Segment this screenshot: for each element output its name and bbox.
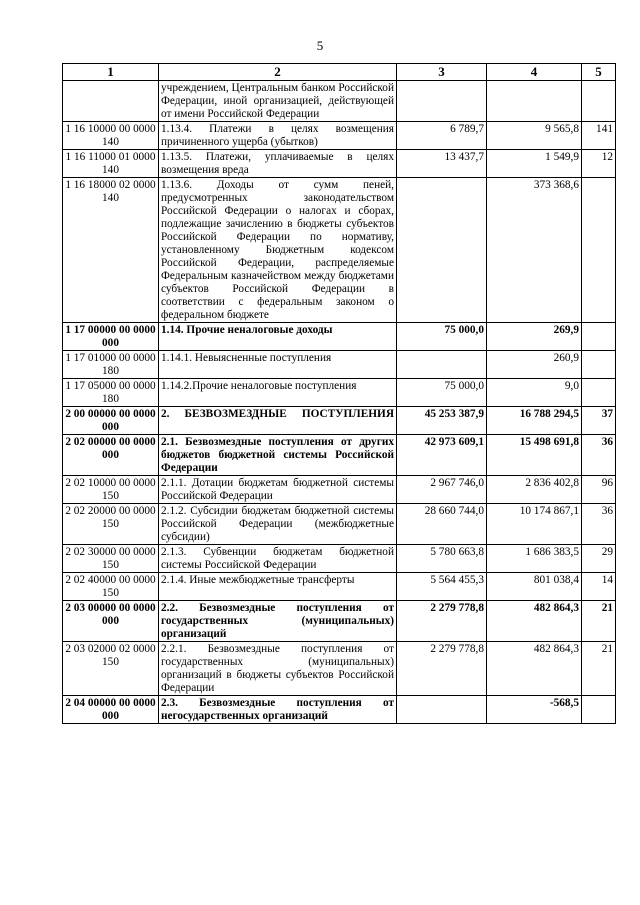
description-cell: 2.1.4. Иные межбюджетные трансферты <box>159 573 397 601</box>
description-cell: 2.1. Безвозмездные поступления от других бюджетов бюджетной системы Российской Федерации <box>159 435 397 476</box>
value-col-3-cell: 2 279 778,8 <box>397 601 487 642</box>
header-col-1: 1 <box>63 64 159 81</box>
percent-col-5-cell <box>582 696 616 724</box>
value-col-3-cell: 75 000,0 <box>397 379 487 407</box>
code-cell <box>63 81 159 122</box>
description-cell: 2.1.3. Субвенции бюджетам бюджетной системы Российской Федерации <box>159 545 397 573</box>
value-col-3-cell: 42 973 609,1 <box>397 435 487 476</box>
description-cell: 2.1.1. Дотации бюджетам бюджетной системы Российской Федерации <box>159 476 397 504</box>
value-col-4-cell: 1 686 383,5 <box>487 545 582 573</box>
description-cell: 2.2. Безвозмездные поступления от государственных (муниципальных) организаций <box>159 601 397 642</box>
code-cell: 1 17 01000 00 0000 180 <box>63 351 159 379</box>
percent-col-5-cell <box>582 178 616 323</box>
header-col-4: 4 <box>487 64 582 81</box>
percent-col-5-cell: 29 <box>582 545 616 573</box>
description-cell: 2.3. Безвозмездные поступления от негосударственных организаций <box>159 696 397 724</box>
description-cell: 1.13.5. Платежи, уплачиваемые в целях возмещения вреда <box>159 150 397 178</box>
header-col-2: 2 <box>159 64 397 81</box>
value-col-3-cell: 75 000,0 <box>397 323 487 351</box>
description-cell: 1.13.6. Доходы от сумм пеней, предусмотренных законодательством Российской Федерации о налогах и сборах, подлежащие зачислению в бюджеты субъектов Российской Федерации по нормативу, установленному Бюджетным кодексом Российской Федерации, распределяемые Федеральным казначейством между бюджетами субъектов Российской Федерации в соответствии с федеральным законом о федеральном бюджете <box>159 178 397 323</box>
header-row <box>63 64 616 81</box>
table-header <box>63 64 616 81</box>
code-cell: 2 02 10000 00 0000 150 <box>63 476 159 504</box>
code-cell: 1 16 18000 02 0000 140 <box>63 178 159 323</box>
description-cell: 2. БЕЗВОЗМЕЗДНЫЕ ПОСТУПЛЕНИЯ <box>159 407 397 435</box>
table-row <box>63 573 616 601</box>
value-col-4-cell: 269,9 <box>487 323 582 351</box>
value-col-3-cell: 45 253 387,9 <box>397 407 487 435</box>
budget-table <box>62 63 616 724</box>
value-col-3-cell: 2 279 778,8 <box>397 642 487 696</box>
table-row <box>63 407 616 435</box>
table-row <box>63 379 616 407</box>
value-col-3-cell <box>397 81 487 122</box>
value-col-3-cell: 6 789,7 <box>397 122 487 150</box>
value-col-4-cell: 16 788 294,5 <box>487 407 582 435</box>
value-col-4-cell: 260,9 <box>487 351 582 379</box>
percent-col-5-cell: 21 <box>582 642 616 696</box>
percent-col-5-cell <box>582 81 616 122</box>
header-col-5: 5 <box>582 64 616 81</box>
code-cell: 1 17 05000 00 0000 180 <box>63 379 159 407</box>
description-cell: 2.2.1. Безвозмездные поступления от государственных (муниципальных) организаций в бюджеты субъектов Российской Федерации <box>159 642 397 696</box>
percent-col-5-cell: 12 <box>582 150 616 178</box>
value-col-4-cell: 482 864,3 <box>487 642 582 696</box>
value-col-3-cell: 28 660 744,0 <box>397 504 487 545</box>
code-cell: 1 17 00000 00 0000 000 <box>63 323 159 351</box>
description-cell: 1.13.4. Платежи в целях возмещения причиненного ущерба (убытков) <box>159 122 397 150</box>
percent-col-5-cell: 21 <box>582 601 616 642</box>
value-col-3-cell <box>397 696 487 724</box>
value-col-3-cell: 5 564 455,3 <box>397 573 487 601</box>
table-row <box>63 435 616 476</box>
description-cell: 1.14.1. Невыясненные поступления <box>159 351 397 379</box>
value-col-4-cell: 1 549,9 <box>487 150 582 178</box>
percent-col-5-cell <box>582 323 616 351</box>
code-cell: 2 04 00000 00 0000 000 <box>63 696 159 724</box>
percent-col-5-cell: 14 <box>582 573 616 601</box>
value-col-3-cell <box>397 178 487 323</box>
code-cell: 2 00 00000 00 0000 000 <box>63 407 159 435</box>
code-cell: 1 16 10000 00 0000 140 <box>63 122 159 150</box>
table-row <box>63 601 616 642</box>
value-col-4-cell: -568,5 <box>487 696 582 724</box>
table-row <box>63 122 616 150</box>
value-col-4-cell: 9 565,8 <box>487 122 582 150</box>
code-cell: 2 02 00000 00 0000 000 <box>63 435 159 476</box>
value-col-3-cell: 2 967 746,0 <box>397 476 487 504</box>
code-cell: 2 03 00000 00 0000 000 <box>63 601 159 642</box>
header-col-3: 3 <box>397 64 487 81</box>
page-number: 5 <box>316 38 324 53</box>
percent-col-5-cell: 141 <box>582 122 616 150</box>
percent-col-5-cell: 96 <box>582 476 616 504</box>
value-col-4-cell: 9,0 <box>487 379 582 407</box>
table-row <box>63 696 616 724</box>
table-row <box>63 351 616 379</box>
value-col-4-cell: 2 836 402,8 <box>487 476 582 504</box>
table-row <box>63 150 616 178</box>
value-col-4-cell: 10 174 867,1 <box>487 504 582 545</box>
description-cell: 1.14.2.Прочие неналоговые поступления <box>159 379 397 407</box>
code-cell: 2 02 30000 00 0000 150 <box>63 545 159 573</box>
value-col-4-cell <box>487 81 582 122</box>
value-col-3-cell: 13 437,7 <box>397 150 487 178</box>
value-col-4-cell: 482 864,3 <box>487 601 582 642</box>
table-row <box>63 504 616 545</box>
value-col-4-cell: 15 498 691,8 <box>487 435 582 476</box>
table-row <box>63 178 616 323</box>
value-col-3-cell: 5 780 663,8 <box>397 545 487 573</box>
value-col-4-cell: 801 038,4 <box>487 573 582 601</box>
percent-col-5-cell <box>582 379 616 407</box>
table-row <box>63 476 616 504</box>
percent-col-5-cell <box>582 351 616 379</box>
description-cell: 1.14. Прочие неналоговые доходы <box>159 323 397 351</box>
code-cell: 2 02 40000 00 0000 150 <box>63 573 159 601</box>
table-row <box>63 545 616 573</box>
description-cell: учреждением, Центральным банком Российской Федерации, иной организацией, действующей от имени Российской Федерации <box>159 81 397 122</box>
code-cell: 2 02 20000 00 0000 150 <box>63 504 159 545</box>
table-row <box>63 323 616 351</box>
value-col-4-cell: 373 368,6 <box>487 178 582 323</box>
table-row <box>63 642 616 696</box>
value-col-3-cell <box>397 351 487 379</box>
code-cell: 1 16 11000 01 0000 140 <box>63 150 159 178</box>
table-row <box>63 81 616 122</box>
percent-col-5-cell: 37 <box>582 407 616 435</box>
description-cell: 2.1.2. Субсидии бюджетам бюджетной системы Российской Федерации (межбюджетные субсидии) <box>159 504 397 545</box>
percent-col-5-cell: 36 <box>582 435 616 476</box>
code-cell: 2 03 02000 02 0000 150 <box>63 642 159 696</box>
table-body <box>63 81 616 724</box>
percent-col-5-cell: 36 <box>582 504 616 545</box>
